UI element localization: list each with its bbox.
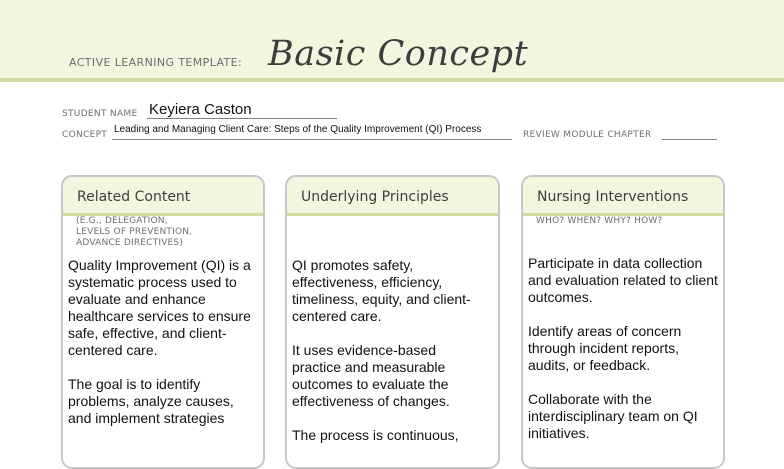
template-label: ACTIVE LEARNING TEMPLATE: (69, 56, 243, 69)
related-content-card (61, 175, 265, 469)
related-subtitle-line: LEVELS OF PREVENTION, (76, 227, 193, 237)
underlying-principles-title: Underlying Principles (301, 189, 449, 205)
underlying-principles-card (285, 175, 500, 469)
related-content-header (63, 177, 263, 216)
review-module-label: REVIEW MODULE CHAPTER (523, 130, 652, 140)
principles-paragraph: QI promotes safety, effectiveness, efficiency, timeliness, equity, and client-centered care. (292, 257, 471, 324)
related-content-title: Related Content (77, 189, 191, 205)
nursing-interventions-header (523, 177, 723, 216)
nursing-interventions-subtitle: WHO? WHEN? WHY? HOW? (536, 216, 663, 226)
related-subtitle-line: ADVANCE DIRECTIVES) (76, 238, 184, 248)
student-name-underline (147, 118, 337, 119)
header-divider (0, 78, 784, 82)
related-content-body[interactable] (68, 257, 260, 444)
student-name-label: STUDENT NAME (62, 109, 138, 119)
related-content-subtitle (76, 216, 192, 249)
underlying-principles-header (287, 177, 498, 216)
nursing-interventions-body[interactable] (528, 255, 720, 459)
interventions-paragraph: Participate in data collection and evaluation related to client outcomes. (528, 255, 718, 305)
nursing-interventions-title: Nursing Interventions (537, 189, 689, 205)
nursing-interventions-card (521, 175, 725, 469)
underlying-principles-body[interactable] (292, 257, 487, 461)
interventions-paragraph: Identify areas of concern through incident reports, audits, or feedback. (528, 323, 682, 373)
related-paragraph: Quality Improvement (QI) is a systematic process used to evaluate and enhance healthcare services to ensure safe, effective, and client-centered care. (68, 257, 251, 358)
related-paragraph: The goal is to identify problems, analyze causes, and implement strategies (68, 376, 234, 426)
concept-underline (112, 139, 512, 140)
interventions-paragraph: Collaborate with the interdisciplinary team on QI initiatives. (528, 391, 698, 441)
student-name-field[interactable]: Keyiera Caston (149, 101, 252, 118)
review-module-field[interactable] (662, 139, 717, 140)
page-title: Basic Concept (268, 34, 529, 74)
principles-paragraph: The process is continuous, (292, 427, 459, 443)
concept-field[interactable]: Leading and Managing Client Care: Steps of the Quality Improvement (QI) Process (114, 124, 482, 135)
principles-paragraph: It uses evidence-based practice and measurable outcomes to evaluate the effectiveness of changes. (292, 342, 450, 409)
related-subtitle-line: (E.G., DELEGATION, (76, 216, 168, 226)
concept-label: CONCEPT (62, 130, 108, 140)
